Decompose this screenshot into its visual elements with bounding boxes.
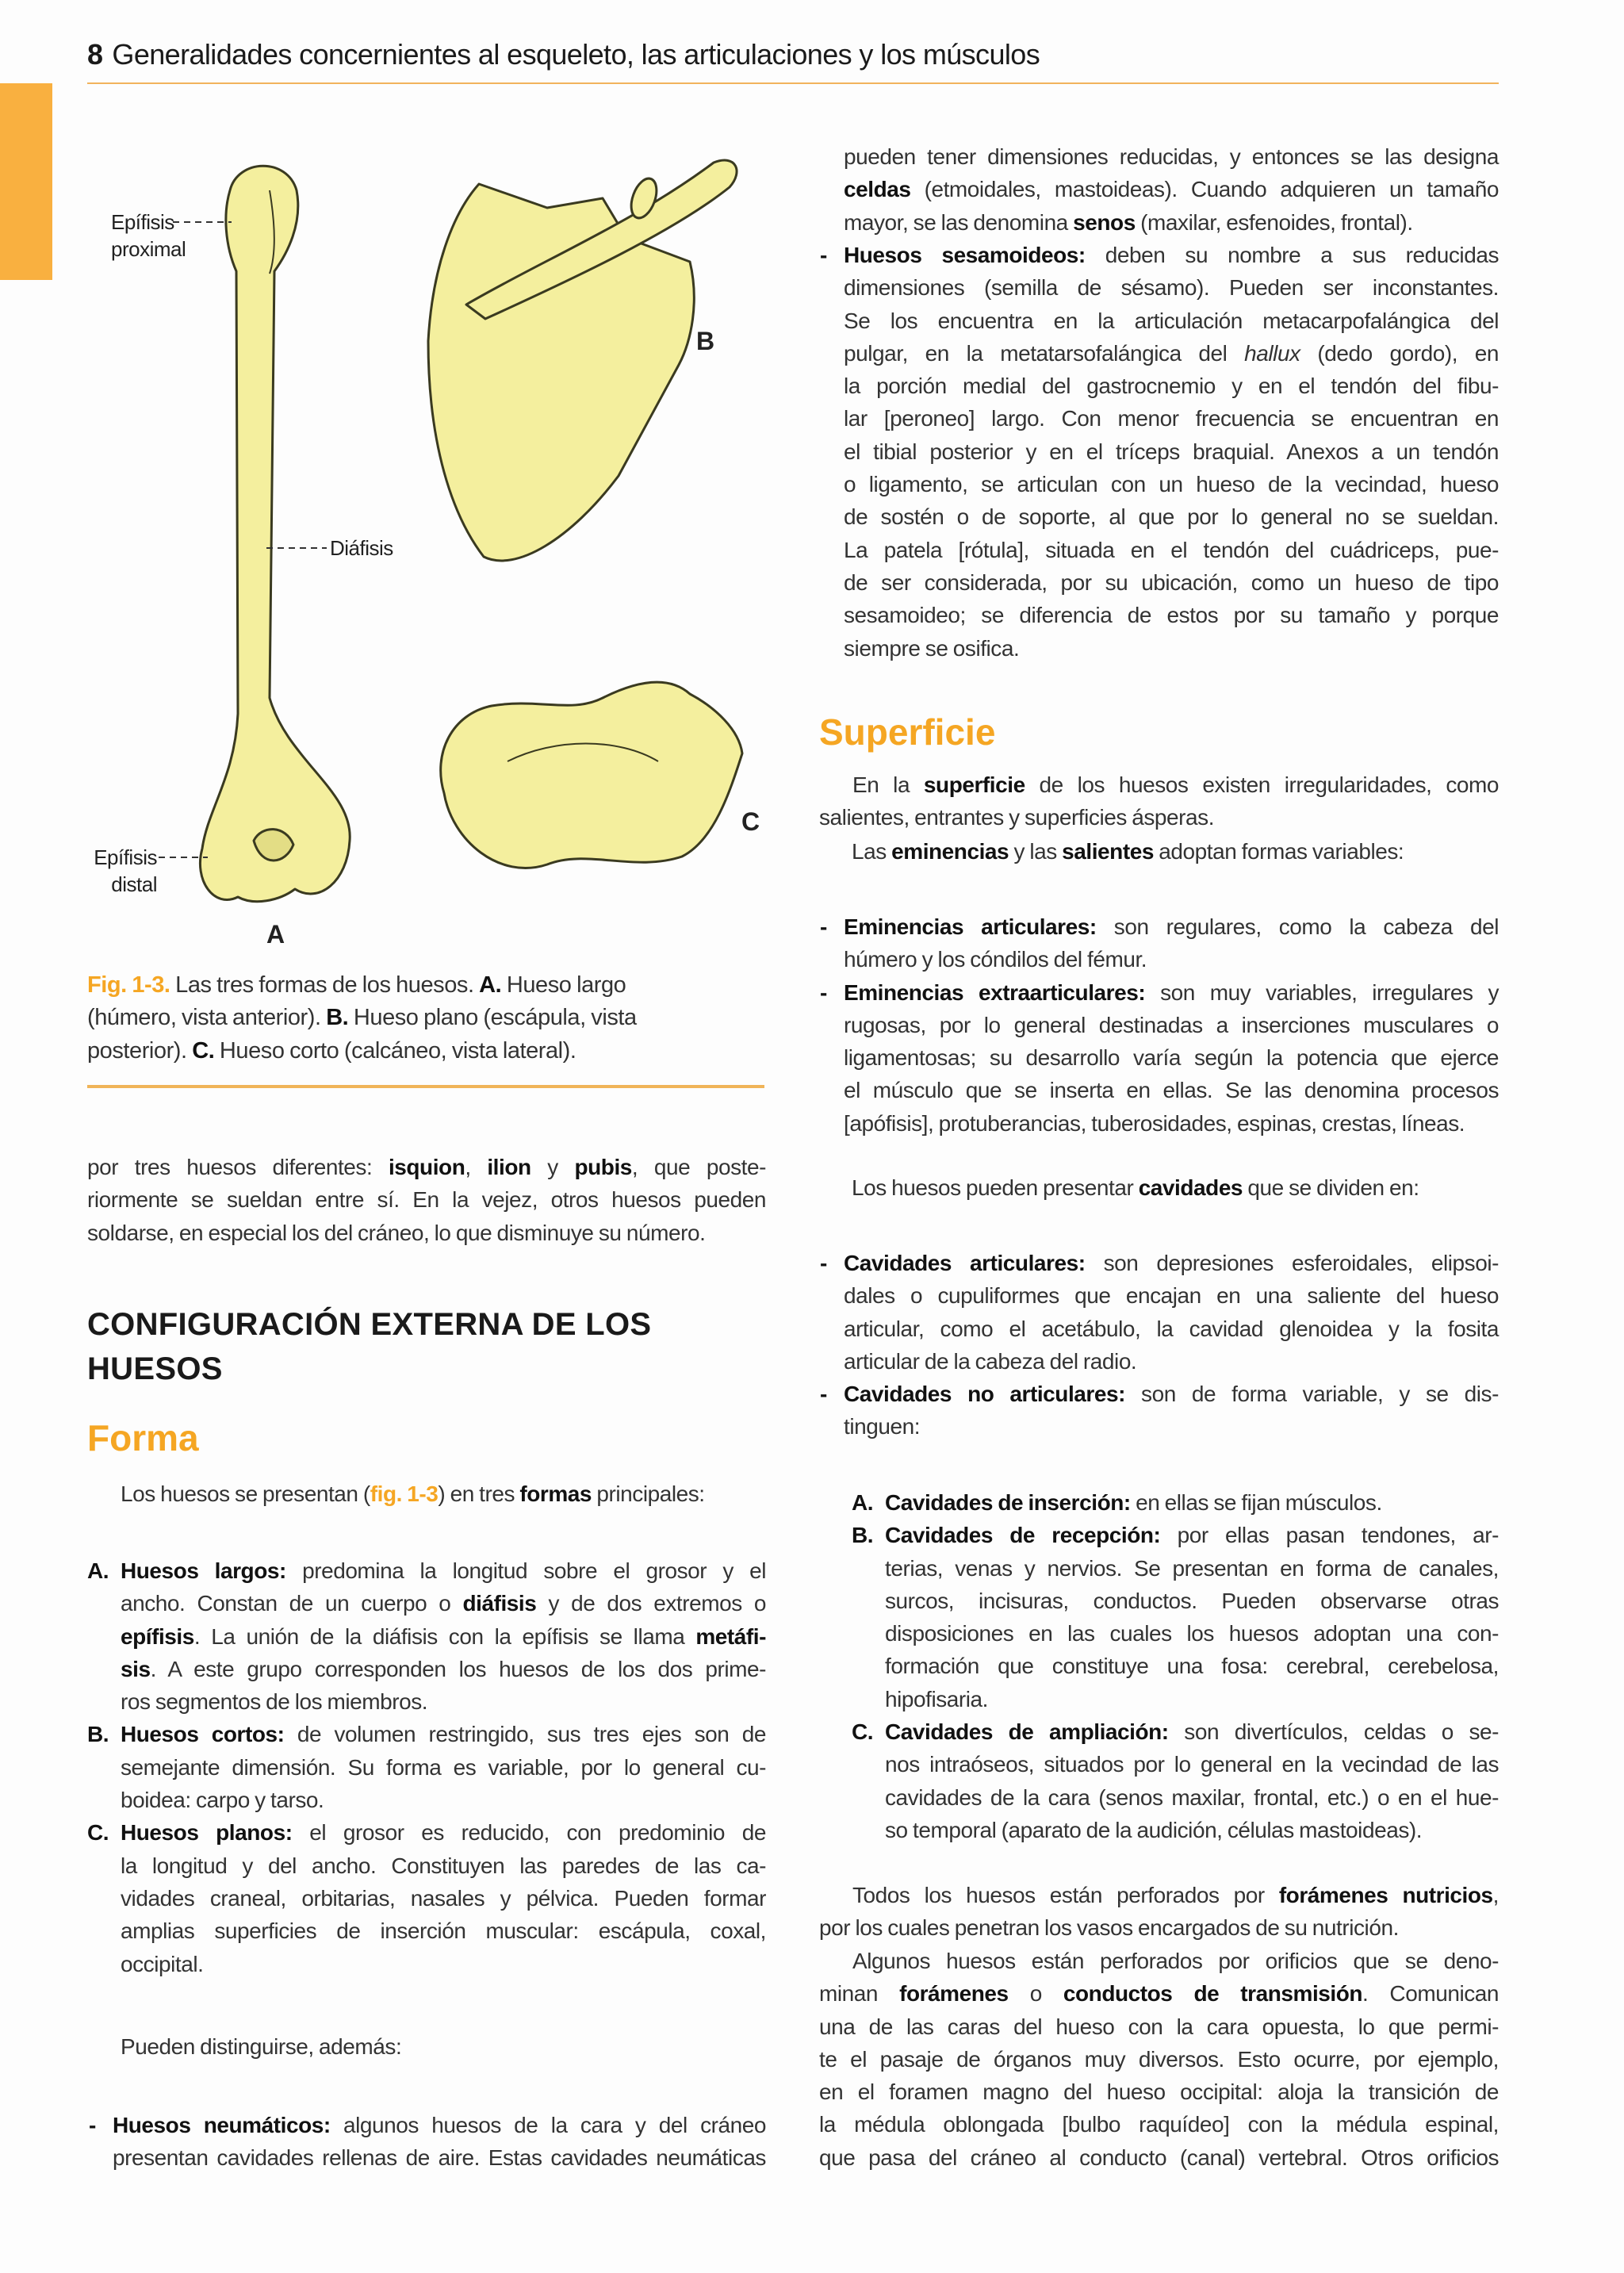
text-run: hallux (1244, 340, 1300, 366)
text-run: que se dividen en: (1243, 1175, 1419, 1200)
text-run: ilion (487, 1155, 531, 1179)
text-run: Las tres formas de los huesos. (170, 972, 480, 998)
list-marker: - (820, 1251, 827, 1275)
text-run: (húmero, vista anterior). (87, 1005, 327, 1031)
text-run: posterior). (87, 1037, 193, 1064)
text-line (121, 1685, 766, 1718)
heading-line: HUESOS (87, 1351, 223, 1386)
text-run: Cavidades articulares: (844, 1251, 1086, 1275)
list-marker: B. (852, 1523, 874, 1548)
subheading-superficie: Superficie (819, 711, 996, 753)
text-run: Los huesos se presentan ( (121, 1481, 370, 1506)
text-run: boidea: carpo y tarso. (121, 1788, 324, 1813)
text-run: ligamentosas; su desarrollo varía según la potencia que ejerce (844, 1045, 1499, 1071)
text-line (844, 271, 1499, 304)
text-line (844, 402, 1499, 435)
text-run: el grosor es reducido, con predominio de (292, 1820, 767, 1846)
text-run: algunos huesos de la cara y del cráneo (330, 2113, 766, 2137)
text-line (819, 1977, 1499, 2010)
text-run: . A este grupo corresponden los huesos de los dos prime- (150, 1656, 766, 1681)
text-run: semejante dimensión. Su forma es variable, por lo general cu- (121, 1754, 766, 1780)
label-text: distal (111, 872, 157, 896)
list-marker: A. (87, 1558, 109, 1583)
text-line (87, 1002, 769, 1034)
text-run: sesamoideo; se diferencia de estos por su tamaño y porque (844, 603, 1499, 628)
text-run: occipital. (121, 1951, 204, 1976)
list-item (89, 2109, 766, 2175)
cavities-list (820, 1247, 1499, 1443)
paragraph (852, 835, 1499, 868)
text-run: y las (1009, 839, 1063, 864)
text-run: de sostén o de soporte, al que por lo general no se sueldan. (844, 504, 1499, 530)
text-line (844, 1107, 1499, 1140)
text-run: cavidades (1138, 1175, 1243, 1200)
text-run: soldarse, en especial los del cráneo, lo que disminuye su número. (87, 1220, 706, 1245)
chapter-title: Generalidades concernientes al esqueleto, las articulaciones y los músculos (112, 38, 1040, 71)
text-run: por tres huesos diferentes: (87, 1155, 389, 1179)
text-run: Las (852, 839, 892, 864)
text-run: Pueden distinguirse, además: (121, 2034, 402, 2059)
text-line (852, 1171, 1499, 1204)
list-item (820, 976, 1499, 1140)
text-run: articular, como el acetábulo, la cavidad glenoidea y la fosita (844, 1316, 1499, 1341)
text-run: son regulares, como la cabeza del (1096, 914, 1499, 939)
text-line (87, 1183, 766, 1216)
text-run: salientes, entrantes y superficies ásperas. (819, 805, 1215, 830)
text-line (844, 1041, 1499, 1074)
text-run: B. (326, 1005, 349, 1031)
figure-caption (87, 969, 769, 1068)
text-line (121, 1882, 766, 1915)
text-line (121, 1554, 766, 1587)
label-c: C (741, 807, 760, 836)
text-line (844, 566, 1499, 599)
text-run: Cavidades de inserción: (885, 1490, 1131, 1515)
text-line (819, 2043, 1499, 2076)
text-line (819, 769, 1499, 801)
text-line (844, 1247, 1499, 1279)
text-run: (etmoidales, mastoideas). Cuando adquieren un tamaño (910, 177, 1499, 202)
text-run: en ellas se fijan músculos. (1130, 1490, 1382, 1515)
text-line (885, 1748, 1499, 1780)
text-line (121, 1948, 766, 1980)
page-number: 8 (87, 38, 103, 71)
text-run: , (1492, 1883, 1500, 1907)
text-run: celdas (844, 177, 911, 202)
text-run: la médula oblongada [bulbo raquídeo] con la médula espinal, (819, 2112, 1499, 2137)
text-line (844, 206, 1499, 239)
text-run: formas (519, 1481, 592, 1506)
label-text: Epífisis (94, 845, 157, 869)
text-run: La patela [rótula], situada en el tendón del cuádriceps, pue- (844, 537, 1499, 562)
list-marker: - (820, 914, 827, 939)
text-line (844, 943, 1499, 976)
text-run: ancho. Constan de un cuerpo o (121, 1591, 463, 1616)
text-run: superficie (923, 772, 1025, 797)
text-line (87, 1217, 766, 1249)
pneumatic-list (89, 2109, 766, 2175)
text-run: de los huesos existen irregularidades, como (1025, 772, 1500, 797)
text-line (844, 910, 1499, 943)
text-run: una de las caras del hueso con la cara opuesta, lo que permi- (819, 2014, 1499, 2039)
text-run: Los huesos pueden presentar (852, 1175, 1139, 1200)
list-item (820, 910, 1499, 976)
label-diafisis: Diáfisis (330, 536, 393, 560)
text-run: tinguen: (844, 1414, 921, 1439)
text-run: ) en tres (438, 1481, 520, 1506)
text-run: son de forma variable, y se dis- (1124, 1382, 1499, 1407)
text-line (113, 2109, 766, 2141)
text-run: siempre se osifica. (844, 635, 1020, 661)
text-run: y (530, 1155, 575, 1179)
list-marker: A. (852, 1490, 874, 1515)
text-run: húmero y los cóndilos del fémur. (844, 947, 1147, 972)
text-run: de volumen restringido, sus tres ejes son de (284, 1722, 766, 1747)
text-run: vidades craneal, orbitarias, nasales y pélvica. Pueden formar (121, 1885, 766, 1911)
text-run: te el pasaje de órganos muy diversos. Esto ocurre, por ejemplo, (819, 2046, 1499, 2072)
text-line (121, 1620, 766, 1653)
eminences-list (820, 910, 1499, 1140)
text-run: . La unión de la diáfisis con la epífisis se llama (193, 1623, 696, 1649)
text-line (844, 140, 1499, 173)
text-run: salientes (1062, 839, 1154, 864)
text-run: Huesos sesamoideos: (844, 243, 1086, 267)
text-run: isquion (388, 1155, 465, 1179)
text-run: Fig. 1-3. (87, 972, 170, 998)
sesamoid-list (820, 239, 1499, 665)
text-line (885, 1519, 1499, 1551)
cavity-types-list (852, 1486, 1500, 1846)
text-run: Huesos neumáticos: (113, 2113, 331, 2137)
text-line (885, 1715, 1499, 1748)
list-item (852, 1715, 1500, 1846)
text-line (844, 500, 1499, 533)
text-line (844, 534, 1499, 566)
paragraph (819, 1879, 1499, 1945)
paragraph (121, 2030, 766, 2063)
bone-types-list (87, 1554, 767, 1980)
section-heading (87, 1302, 651, 1391)
paragraph (844, 140, 1499, 239)
text-run: Eminencias articulares: (844, 914, 1097, 939)
text-line (819, 2010, 1499, 2043)
list-marker: C. (852, 1719, 874, 1745)
text-line (844, 435, 1499, 468)
text-run: forámenes nutricios (1278, 1883, 1493, 1907)
text-line (87, 969, 769, 1002)
text-line (844, 1279, 1499, 1312)
list-marker: - (820, 979, 827, 1005)
label-text: Epífisis (111, 210, 174, 234)
text-run: Eminencias extraarticulares: (844, 979, 1146, 1005)
text-run: formación que constituye una fosa: cerebral, cerebelosa, (885, 1654, 1499, 1679)
text-run: hipofisaria. (885, 1686, 989, 1711)
text-run: Huesos planos: (121, 1820, 293, 1846)
text-run: dimensiones (semilla de sésamo). Pueden ser inconstantes. (844, 275, 1499, 301)
text-line (819, 1879, 1499, 1911)
text-run: terias, venas y nervios. Se presentan en forma de canales, (885, 1555, 1499, 1581)
list-marker: C. (87, 1820, 109, 1846)
text-line (844, 337, 1499, 370)
list-item (852, 1486, 1499, 1519)
text-run: Huesos cortos: (121, 1722, 285, 1747)
text-line (819, 2108, 1499, 2141)
paragraph (852, 1171, 1499, 1204)
text-line (852, 835, 1499, 868)
text-run: pubis (574, 1155, 632, 1179)
text-run: son muy variables, irregulares y (1145, 979, 1499, 1005)
text-run: , (465, 1155, 488, 1179)
text-run: nos intraóseos, situados por lo general en la vecindad de las (885, 1752, 1499, 1777)
text-run: . Comunican (1362, 1981, 1500, 2007)
text-line (121, 1849, 766, 1882)
list-item (87, 1718, 766, 1816)
text-line (87, 1151, 766, 1183)
calcaneus-illustration (441, 682, 742, 868)
text-run: en el foramen magno del hueso occipital: aloja la transición de (819, 2079, 1499, 2105)
text-run: mayor, se las denomina (844, 209, 1074, 235)
text-run: C. (192, 1037, 215, 1064)
text-line (121, 1587, 766, 1619)
text-line (844, 632, 1499, 665)
list-item (87, 1816, 767, 1980)
text-run: fig. 1-3 (370, 1481, 439, 1506)
text-line (121, 1816, 766, 1849)
list-item (87, 1554, 766, 1718)
text-run: [apófisis], protuberancias, tuberosidades, espinas, crestas, líneas. (844, 1110, 1465, 1136)
text-run: que pasa del cráneo al conducto (canal) vertebral. Otros orificios (819, 2145, 1499, 2170)
text-run: minan (819, 1981, 900, 2007)
text-run: la longitud y del ancho. Constituyen las paredes de las ca- (121, 1853, 766, 1878)
text-line (121, 2030, 766, 2063)
text-line (844, 468, 1499, 500)
text-run: o (1008, 1981, 1063, 2007)
text-run: son divertículos, celdas o se- (1168, 1719, 1500, 1745)
text-run: pueden tener dimensiones reducidas, y entonces se las designa (844, 144, 1499, 169)
text-line (844, 239, 1499, 271)
text-line (885, 1683, 1499, 1715)
list-marker: - (820, 243, 827, 267)
text-line (885, 1617, 1499, 1650)
text-run: (maxilar, esfenoides, frontal). (1135, 209, 1413, 235)
list-marker: - (89, 2113, 96, 2137)
label-epifisis-distal (92, 844, 157, 898)
text-run: adoptan formas variables: (1153, 839, 1404, 864)
text-run: Hueso corto (calcáneo, vista lateral). (214, 1037, 576, 1064)
subheading-forma: Forma (87, 1417, 199, 1458)
text-line (121, 1784, 766, 1816)
text-line (885, 1781, 1499, 1814)
list-marker: B. (87, 1722, 109, 1747)
text-run: lar [peroneo] largo. Con menor frecuencia se encuentran en (844, 406, 1499, 431)
text-run: rugosas, por lo general destinadas a inserciones musculares o (844, 1012, 1499, 1037)
text-run: presentan cavidades rellenas de aire. Estas cavidades neumáticas (113, 2145, 766, 2171)
label-epifisis-proximal (111, 209, 186, 263)
text-line (121, 1718, 766, 1750)
text-run: predomina la longitud sobre el grosor y el (285, 1558, 766, 1583)
text-run: eminencias (891, 839, 1009, 864)
text-run: deben su nombre a sus reducidas (1085, 243, 1499, 267)
text-run: Cavidades de recepción: (885, 1523, 1161, 1548)
text-line (121, 1478, 766, 1510)
list-item (820, 239, 1499, 665)
label-text: proximal (111, 237, 186, 261)
text-run: cavidades de la cara (senos maxilar, frontal, etc.) o en el hue- (885, 1784, 1499, 1810)
text-run: principales: (592, 1481, 705, 1506)
text-run: Huesos largos: (121, 1558, 286, 1583)
text-line (819, 2141, 1499, 2174)
heading-line: CONFIGURACIÓN EXTERNA DE LOS (87, 1307, 652, 1342)
text-run: articular de la cabeza del radio. (844, 1348, 1137, 1374)
text-line (819, 801, 1499, 834)
text-run: por ellas pasan tendones, ar- (1160, 1523, 1499, 1548)
text-line (87, 1035, 769, 1068)
text-line (844, 1378, 1499, 1410)
text-run: metáfi- (695, 1623, 766, 1649)
paragraph (819, 769, 1499, 834)
text-run: amplias superficies de inserción muscular: escápula, coxal, (121, 1918, 766, 1944)
paragraph (819, 1945, 1499, 2174)
text-line (121, 1915, 766, 1947)
text-run: de ser considerada, por su ubicación, como un hueso de tipo (844, 569, 1499, 595)
text-run: el músculo que se inserta en ellas. Se las denomina procesos (844, 1078, 1499, 1103)
text-run: Se los encuentra en la articulación metacarpofalángica del (844, 308, 1499, 333)
text-line (885, 1814, 1499, 1846)
text-run: forámenes (899, 1981, 1009, 2007)
text-run: disposiciones en las cuales los huesos adoptan una con- (885, 1621, 1499, 1646)
text-line (844, 370, 1499, 402)
label-b: B (696, 327, 715, 355)
paragraph (121, 1478, 766, 1510)
text-run: y de dos extremos o (536, 1591, 766, 1616)
list-marker: - (820, 1382, 827, 1407)
paragraph (87, 1151, 766, 1249)
text-line (885, 1486, 1499, 1519)
text-line (121, 1751, 766, 1784)
text-line (885, 1585, 1499, 1617)
text-run: diáfisis (462, 1591, 537, 1616)
text-run: el tibial posterior y en el tríceps braquial. Anexos a un tendón (844, 439, 1499, 464)
text-line (844, 1074, 1499, 1106)
text-run: Cavidades de ampliación: (885, 1719, 1169, 1745)
text-line (121, 1653, 766, 1685)
text-run: surcos, incisuras, conductos. Pueden observarse otras (885, 1588, 1499, 1613)
text-run: Algunos huesos están perforados por orificios que se deno- (852, 1949, 1499, 1973)
text-line (844, 305, 1499, 337)
text-run: riormente se sueldan entre sí. En la vejez, otros huesos pueden (87, 1187, 766, 1213)
text-run: sis (121, 1656, 151, 1681)
text-run: Hueso plano (escápula, vista (348, 1005, 637, 1031)
text-line (844, 173, 1499, 205)
text-run: Cavidades no articulares: (844, 1382, 1125, 1407)
text-run: pulgar, en la metatarsofalángica del (844, 340, 1245, 366)
text-run: senos (1073, 209, 1136, 235)
text-run: dales o cupuliformes que encajan en una saliente del hueso (844, 1283, 1499, 1309)
text-run: son depresiones esferoidales, elipsoi- (1085, 1251, 1499, 1275)
text-line (885, 1552, 1499, 1585)
list-item (852, 1519, 1499, 1715)
text-run: la porción medial del gastrocnemio y en el tendón del fibu- (844, 374, 1499, 399)
text-run: , que poste- (631, 1155, 767, 1179)
text-run: o ligamento, se articulan con un hueso de la vecindad, hueso (844, 472, 1499, 497)
text-run: ros segmentos de los miembros. (121, 1689, 428, 1715)
text-run: (dedo gordo), en (1300, 340, 1499, 366)
text-line (844, 1345, 1499, 1378)
text-line (819, 1945, 1499, 1977)
text-run: conductos de transmisión (1063, 1981, 1363, 2007)
list-item (820, 1247, 1499, 1378)
text-run: Hueso largo (501, 972, 626, 998)
text-line (844, 1410, 1499, 1443)
label-a: A (266, 920, 285, 949)
text-run: A. (479, 972, 502, 998)
text-line (844, 976, 1499, 1009)
bone-figure (0, 0, 793, 991)
text-line (113, 2141, 766, 2174)
text-run: Todos los huesos están perforados por (852, 1883, 1279, 1907)
text-line (819, 2076, 1499, 2108)
text-run: En la (852, 772, 924, 797)
text-run: por los cuales penetran los vasos encargados de su nutrición. (819, 1915, 1399, 1941)
humerus-illustration (200, 166, 350, 901)
text-line (844, 599, 1499, 631)
text-run: epífisis (121, 1623, 194, 1649)
text-line (844, 1313, 1499, 1345)
text-line (819, 1911, 1499, 1944)
caption-rule (87, 1085, 764, 1088)
list-item (820, 1378, 1499, 1443)
scapula-illustration (428, 184, 694, 561)
text-line (844, 1009, 1499, 1041)
text-line (885, 1650, 1499, 1682)
text-run: so temporal (aparato de la audición, células mastoideas). (885, 1817, 1423, 1842)
